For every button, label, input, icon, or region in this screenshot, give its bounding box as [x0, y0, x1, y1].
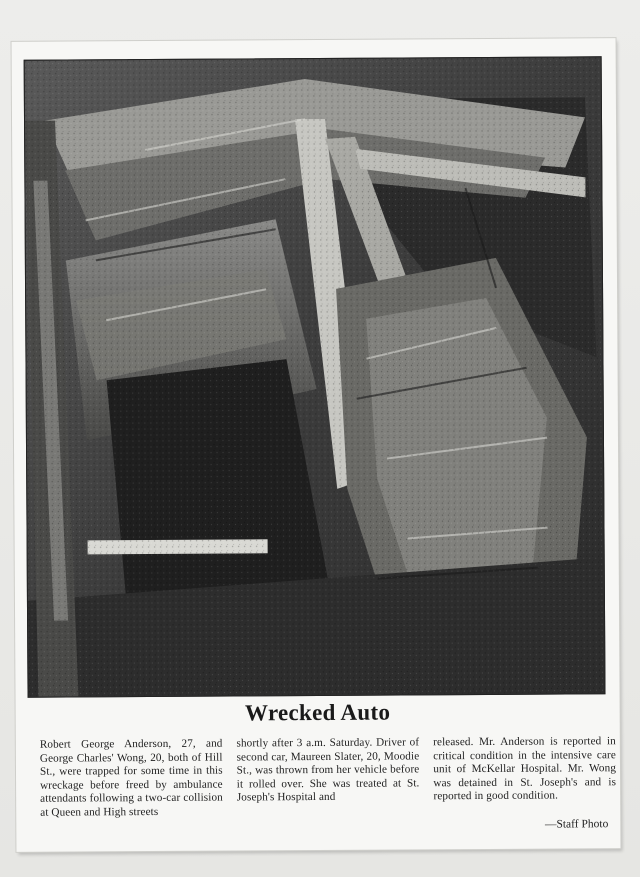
article-body	[40, 735, 616, 820]
article-column-2: shortly after 3 a.m. Saturday. Driver of second car, Maureen Slater, 20, Moodie St., was thrown from her vehicle before it rolled over. She was treated at St. Joseph's Hospital and	[236, 736, 420, 804]
newspaper-clipping	[12, 38, 621, 852]
wreckage-photo-image	[25, 57, 605, 697]
photo-credit: —Staff Photo	[544, 818, 609, 831]
headline: Wrecked Auto	[244, 699, 391, 726]
article-column-3: released. Mr. Anderson is reported in critical condition in the intensive care unit of McKellar Hospital. Mr. Wong was detained in St. Joseph's and is reported in good condition.	[433, 735, 617, 803]
article-column-1: Robert George Anderson, 27, and George Charles' Wong, 20, both of Hill St., were trapped for some time in this wreckage before freed by ambulance attendants following a two-car collision at Queen and High streets	[39, 737, 223, 819]
wreckage-photo	[24, 56, 606, 698]
